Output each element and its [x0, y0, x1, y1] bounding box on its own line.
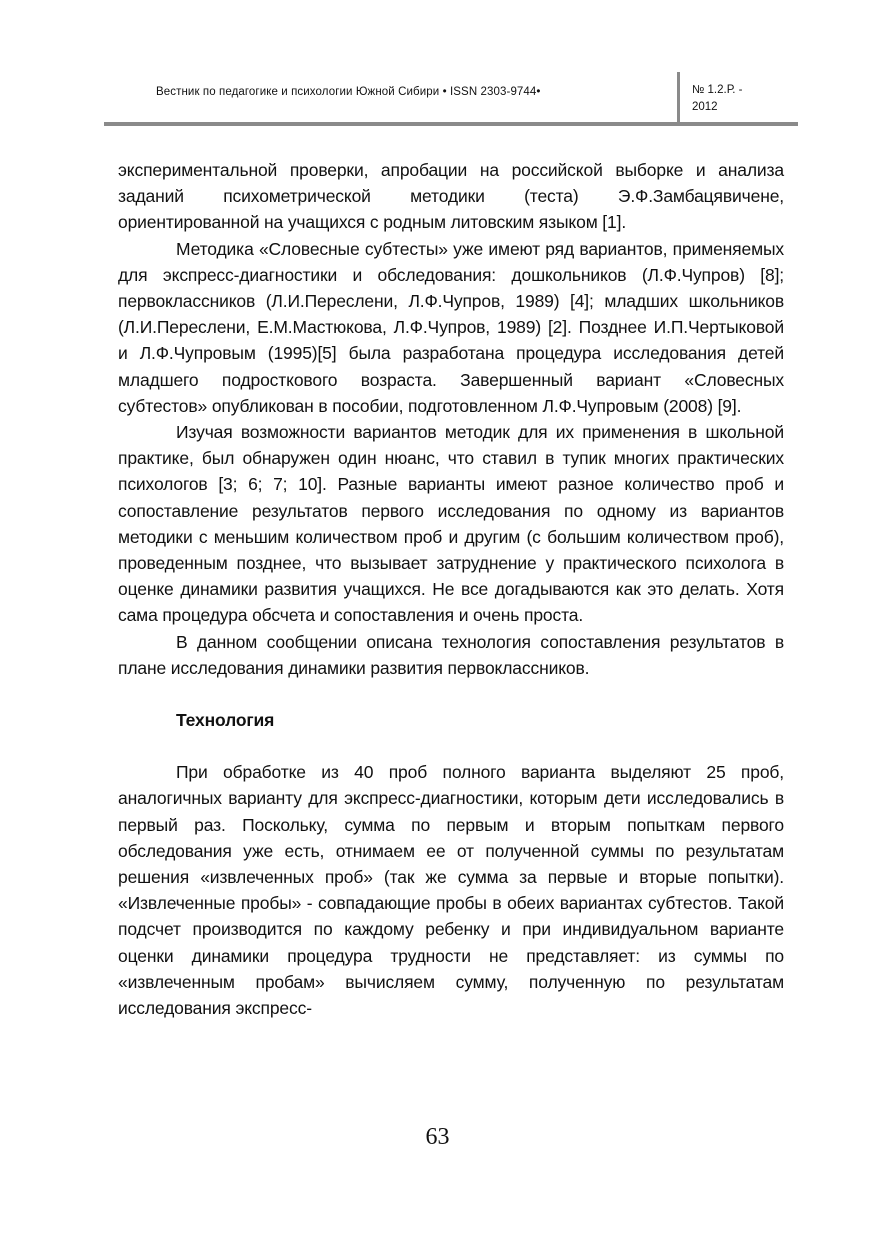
- paragraph-5: При обработке из 40 проб полного варианта выделяют 25 проб, аналогичных варианту для экспресс-диагностики, которым дети исследовались в первый раз. Поскольку, сумма по первым и вторым попыткам первого обследования уже есть, отнимаем ее от полученной суммы по результатам решения «извлеченных проб» (так же сумма за первые и вторые попытки). «Извлеченные пробы» - совпадающие пробы в обеих вариантах субтестов. Такой подсчет производится по каждому ребенку и при индивидуальном варианте оценки динамики процедура трудности не представляет: из суммы по «извлеченным пробам» вычисляем сумму, полученную по результатам исследования экспресс-: [118, 762, 784, 1019]
- issue-year: 2012: [692, 101, 718, 113]
- article-body: [118, 157, 784, 1021]
- paragraph-4: В данном сообщении описана технология сопоставления результатов в плане исследования динамики развития первоклассников.: [118, 631, 784, 678]
- page-number: 63: [425, 1124, 450, 1150]
- journal-title: Вестник по педагогике и психологии Южной Сибири • ISSN 2303-9744•: [156, 86, 541, 98]
- paragraph-2: Методика «Словесные субтесты» уже имеют ряд вариантов, применяемых для экспресс-диагностики и обследования: дошкольников (Л.Ф.Чупров) [8]; первоклассников (Л.И.Переслени, Л.Ф.Чупров, 1989) [4]; младших школьников (Л.И.Переслени, Е.М.Мастюкова, Л.Ф.Чупров, 1989) [2]. Позднее И.П.Чертыковой и Л.Ф.Чупровым (1995)[5] была разработана процедура исследования детей младшего подросткового возраста. Завершенный вариант «Словесных субтестов» опубликован в пособии, подготовленном Л.Ф.Чупровым (2008) [9].: [118, 238, 784, 416]
- running-header: [104, 72, 798, 130]
- header-rule: [104, 122, 798, 126]
- issue-number: [692, 82, 742, 116]
- header-divider: [677, 72, 680, 126]
- paragraph-1: экспериментальной проверки, апробации на российской выборке и анализа заданий психометрической методики (теста) Э.Ф.Замбацявичене, ориентированной на учащихся с родным литовским языком [1].: [118, 160, 784, 233]
- paragraph-3: Изучая возможности вариантов методик для их применения в школьной практике, был обнаружен один нюанс, что ставил в тупик многих практических психологов [3; 6; 7; 10]. Разные варианты имеют разное количество проб и сопоставление результатов первого исследования по одному из вариантов методики с меньшим количеством проб и другим (с большим количеством проб), проведенным позднее, что вызывает затруднение у практического психолога в оценке динамики развития учащихся. Не все догадываются как это делать. Хотя сама процедура обсчета и сопоставления и очень проста.: [118, 422, 784, 626]
- issue-number-line1: № 1.2.Р. -: [692, 84, 743, 96]
- section-heading: Технология: [176, 710, 275, 731]
